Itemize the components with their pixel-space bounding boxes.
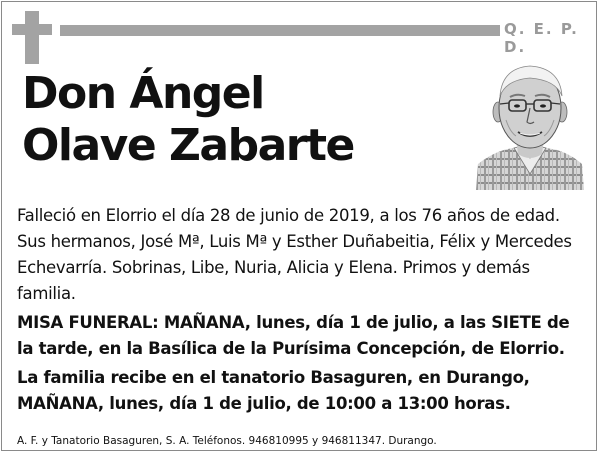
viewing-info: La familia recibe en el tanatorio Basaguren, en Durango, MAÑANA, lunes, día 1 de julio, de 10:00 a 13:00 horas. [17,368,530,413]
obituary-card [1,1,597,451]
deceased-name [22,68,354,172]
funeral-home-contact: A. F. y Tanatorio Basaguren, S. A. Teléfonos. 946810995 y 946811347. Durango. [17,435,437,447]
cross-icon-bar [12,24,52,35]
funeral-mass-info: MISA FUNERAL: MAÑANA, lunes, día 1 de julio, a las SIETE de la tarde, en la Basílica de la Purísima Concepción, de Elorrio. [17,313,570,358]
portrait-photo [476,62,584,190]
cross-icon [25,11,39,64]
notice-body [17,203,587,417]
name-line-1: Don Ángel [22,68,264,119]
header-rule [60,25,500,36]
name-line-2: Olave Zabarte [22,120,354,171]
death-announcement: Falleció en Elorrio el día 28 de junio de 2019, a los 76 años de edad. [17,206,560,225]
family-list: Sus hermanos, José Mª, Luis Mª y Esther Duñabeitia, Félix y Mercedes Echevarría. Sobrinas, Libe, Nuria, Alicia y Elena. Primos y demás familia. [17,232,572,303]
qepd-label: Q. E. P. D. [504,20,579,56]
